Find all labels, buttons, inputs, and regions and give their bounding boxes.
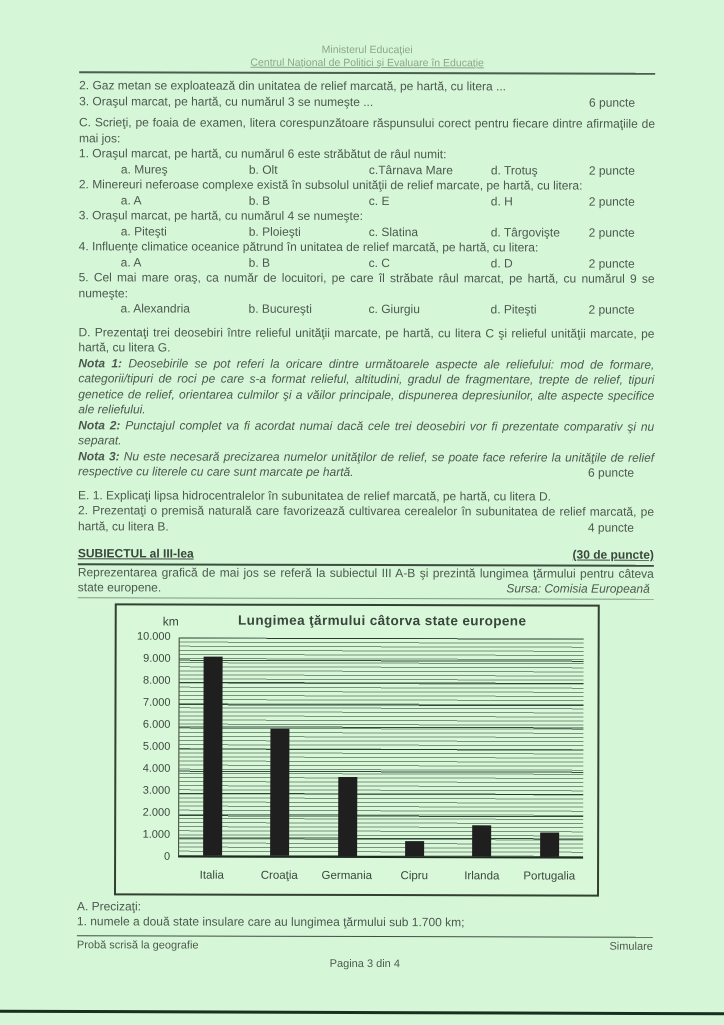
points-label: 6 puncte	[588, 465, 635, 480]
y-tick-label: 0	[163, 850, 171, 863]
bar-germania	[338, 777, 357, 856]
points-label: 2 puncte	[588, 256, 635, 271]
option-d: d. Trotuş	[490, 162, 538, 177]
question-text: 3. Oraşul marcat, pe hartă, cu numărul 4 se numeşte:	[78, 208, 363, 224]
y-tick-label: 4.000	[142, 762, 171, 775]
y-tick-label: 9.000	[143, 652, 171, 665]
bar-slot	[246, 637, 314, 855]
question-2	[79, 177, 655, 210]
bar-slot	[314, 637, 382, 855]
option-c: c. C	[368, 255, 391, 270]
chart-body	[122, 630, 584, 863]
bar-slot	[448, 638, 516, 856]
x-category-label: Germania	[321, 869, 373, 883]
footer-subject-label: Probă scrisă la geografie	[76, 938, 199, 952]
x-category-label: Portugalia	[523, 870, 576, 883]
subject3-intro-row	[78, 565, 654, 600]
question-1	[79, 146, 655, 179]
option-c: c. Slatina	[368, 224, 419, 239]
section-e-item-1: E. 1. Explicaţi lipsa hidrocentralelor în subunitatea de relief marcată, pe hartă, cu litera D.	[78, 487, 551, 503]
y-tick-label: 8.000	[143, 674, 171, 687]
chart-x-labels	[178, 869, 583, 886]
option-b: b. B	[248, 255, 271, 270]
points-label: 2 puncte	[588, 302, 635, 317]
option-d: d. D	[490, 255, 513, 270]
subject3-points: (30 de puncte)	[572, 547, 654, 562]
y-tick-label: 1.000	[142, 828, 171, 841]
bar-irlanda	[473, 825, 492, 856]
nota-label: Nota 2:	[78, 417, 121, 432]
option-b: b. Olt	[248, 162, 278, 177]
footer-rule	[77, 935, 653, 938]
nota-label: Nota 3:	[78, 448, 120, 463]
section-d-nota-3: Nota 3: Nu este necesară precizarea numelor unităţilor de relief, se poate face referire la unităţile de relief respective cu literele cu care sunt marcate pe hartă. 6 puncte	[78, 448, 655, 480]
y-tick-label: 7.000	[142, 696, 171, 709]
bar-italia	[203, 657, 223, 855]
y-tick-label: 2.000	[142, 806, 171, 819]
source-label: Sursa: Comisia Europeană	[506, 581, 650, 596]
question-text: 2. Minereuri neferoase complexe există în subsolul unităţii de relief marcate, pe hartă, cu litera:	[78, 177, 583, 193]
question-text: 5. Cel mai mare oraş, ca număr de locuitori, pe care îl străbate râul marcat, pe hartă, cu numărul 9 se numeşte:	[78, 270, 655, 300]
page-header	[79, 43, 655, 71]
x-category-label: Croaţia	[260, 869, 298, 882]
question-options	[79, 193, 655, 210]
points-label: 2 puncte	[588, 194, 635, 209]
option-c: c. E	[368, 193, 390, 208]
bar-slot	[179, 637, 247, 855]
x-category-label: Italia	[199, 869, 224, 882]
option-b: b. B	[248, 193, 271, 208]
option-a: a. A	[120, 192, 142, 207]
question-options	[79, 255, 655, 272]
section-d-nota-1: Nota 1: Deosebirile se pot referi la oricare dintre următoarele aspecte ale reliefului: mod de formare, categorii/tipuri de roci pe care s-a format relieful, altitudini, gradul de fragmentare, trepte de relief, tipuri genetice de relief, orientarea culmilor şi a văilor principale, dispunerea depresiunilor, alte aspecte specifice ale reliefului.	[78, 355, 655, 417]
footer-session-label: Simulare	[609, 940, 653, 953]
chart-title: Lungimea ţărmului câtorva state europene	[238, 612, 527, 628]
question-options	[79, 162, 655, 179]
option-b: b. Ploieşti	[248, 224, 301, 239]
prev-item-3-row	[79, 94, 655, 111]
bar-chart	[114, 603, 600, 896]
option-d: d. H	[490, 193, 513, 208]
points-label: 2 puncte	[588, 225, 635, 240]
y-tick-label: 10.000	[137, 630, 171, 643]
question-5	[79, 270, 655, 318]
points-label: 4 puncte	[587, 520, 634, 535]
section-a-item-1: 1. numele a două state insulare care au lungimea ţărmului sub 1.700 km;	[76, 914, 465, 930]
center-subtitle: Centrul Naţional de Politici şi Evaluare în Educaţie	[250, 56, 484, 70]
points-label: 2 puncte	[588, 163, 635, 178]
subject3-intro: Reprezentarea grafică de mai jos se referă la subiectul III A-B şi prezintă lungimea ţărmului pentru câteva state europene.	[77, 564, 654, 595]
option-c: c.Târnava Mare	[368, 162, 453, 177]
option-a: a. Piteşti	[120, 223, 167, 238]
y-tick-label: 6.000	[142, 718, 171, 731]
subject3-title: SUBIECTUL al III-lea	[77, 546, 194, 561]
x-category-label: Cipru	[400, 870, 429, 883]
prev-item-2: 2. Gaz metan se exploatează din unitatea de relief marcată, pe hartă, cu litera ...	[79, 78, 507, 94]
question-text: 1. Oraşul marcat, pe hartă, cu numărul 6 este străbătut de râul numit:	[78, 146, 447, 162]
bar-cipru	[405, 841, 424, 855]
option-a: a. A	[120, 254, 142, 269]
footer-page-number: Pagina 3 din 4	[329, 957, 401, 971]
chart-y-axis	[122, 630, 179, 863]
chart-plot	[178, 637, 584, 858]
section-c-intro: C. Scrieţi, pe foaia de examen, litera corespunzătoare răspunsului corect pentru fiecare dintre afirmaţiile de mai jos:	[78, 115, 656, 145]
y-axis-unit-label: km	[162, 613, 179, 629]
points-label: 6 puncte	[589, 95, 636, 110]
y-tick-label: 3.000	[142, 784, 171, 797]
bar-slot	[516, 638, 584, 856]
question-4	[79, 239, 655, 272]
question-options	[79, 301, 655, 318]
bar-croaţia	[271, 729, 290, 855]
header-rule	[79, 71, 655, 75]
y-tick-label: 5.000	[142, 740, 171, 753]
footer-row	[77, 938, 653, 955]
ministry-title: Ministerul Educaţiei	[321, 43, 413, 57]
prev-item-3: 3. Oraşul marcat, pe hartă, cu numărul 3 se numeşte ...	[79, 93, 374, 109]
subject3-heading-row	[78, 546, 654, 566]
bar-portugalia	[540, 832, 559, 856]
question-text: 4. Influenţe climatice oceanice pătrund în unitatea de relief marcată, pe hartă, cu litera:	[78, 239, 539, 255]
bar-slot	[381, 638, 449, 856]
option-b: b. Bucureşti	[248, 301, 312, 316]
option-a: a. Mureş	[120, 161, 168, 176]
question-options	[79, 224, 655, 241]
option-d: d. Piteşti	[490, 302, 537, 317]
section-e-item-2: 2. Prezentaţi o premisă naturală care favorizează cultivarea cerealelor în subunitatea de relief marcată, pe hartă, cu litera B. 4 puncte	[77, 503, 655, 535]
section-d-task: D. Prezentaţi trei deosebiri între relieful unităţii marcate, pe hartă, cu litera C şi relieful unităţii marcate, pe hartă, cu litera G.	[78, 324, 655, 355]
x-category-label: Irlanda	[464, 870, 500, 883]
section-a-heading: A. Precizaţi:	[76, 898, 142, 913]
option-d: d. Târgovişte	[490, 224, 560, 240]
option-a: a. Alexandria	[120, 301, 190, 316]
question-3	[79, 208, 655, 241]
option-c: c. Giurgiu	[368, 302, 420, 317]
nota-label: Nota 1:	[78, 355, 123, 370]
section-d-nota-2: Nota 2: Punctajul complet va fi acordat numai dacă cele trei deosebiri vor fi prezentate comparativ şi nu separat.	[78, 417, 655, 448]
